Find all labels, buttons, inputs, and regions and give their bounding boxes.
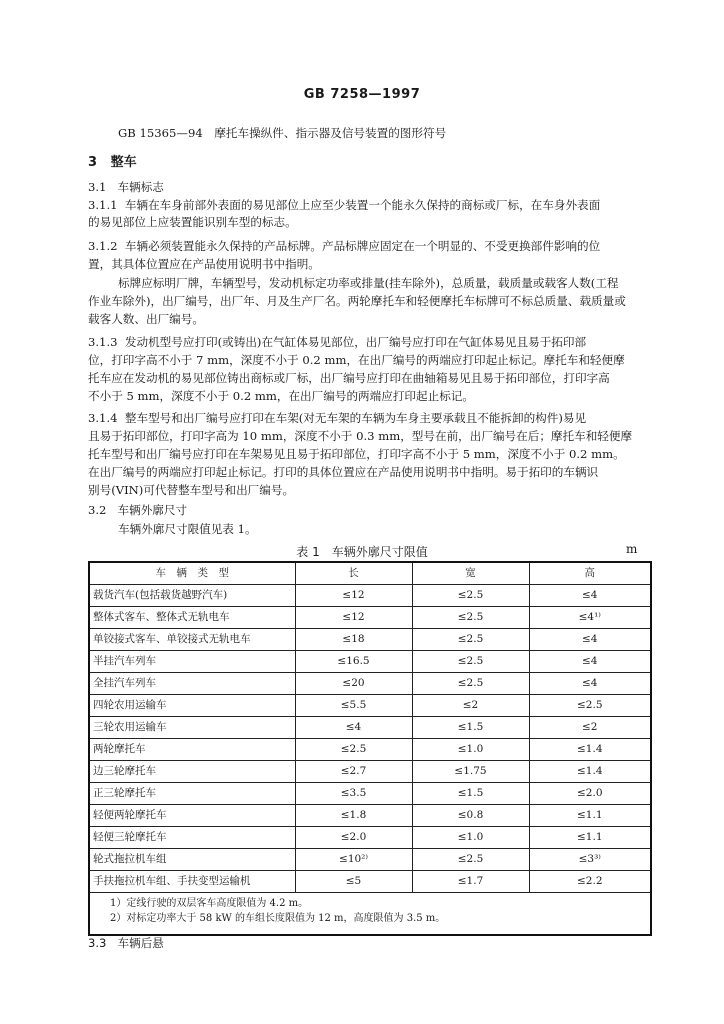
vehicle-type-cell: 全挂汽车列车 [89,673,295,695]
reference-standard: GB 15365—94 摩托车操纵件、指示器及信号装置的图形符号 [118,126,447,140]
limit-value-cell: ≤2.5 [529,695,651,717]
vehicle-type-cell: 轮式拖拉机车组 [89,849,295,871]
limit-value-cell: ≤2.0 [295,827,412,849]
limit-value-cell: ≤4¹⁾ [529,607,651,629]
subsection-3-1-heading [88,179,658,195]
subsection-title: 车辆标志 [117,180,164,194]
vehicle-type-cell: 轻便三轮摩托车 [89,827,295,849]
limit-value-cell: ≤1.5 [412,717,529,739]
vehicle-type-cell: 四轮农用运输车 [89,695,295,717]
limit-value-cell: ≤12 [295,585,412,607]
limit-value-cell: ≤2 [529,717,651,739]
limit-value-cell: ≤1.1 [529,827,651,849]
clause-text: 车辆在车身前部外表面的易见部位上应至少装置一个能永久保持的商标或厂标，在车身外表面 [124,198,601,212]
limit-value-cell: ≤2.5 [412,651,529,673]
vehicle-type-cell: 整体式客车、整体式无轨电车 [89,607,295,629]
limit-value-cell: ≤4 [529,673,651,695]
table-note: 1）定线行驶的双层客车高度限值为 4.2 m。 [110,898,309,909]
paragraph-3-1-3-line: 托车应在发动机的易见部位铸出商标或厂标，出厂编号应打印在曲轴箱易见且易于拓印部位，打印字高 [88,371,610,385]
clause-number: 3.1.2 [88,239,118,253]
subsection-title: 车辆外廓尺寸 [117,503,188,517]
limit-value-cell: ≤10²⁾ [295,849,412,871]
section-number: 3 [88,155,98,170]
table-header-row [89,562,651,585]
clause-text: 发动机型号应打印(或铸出)在气缸体易见部位，出厂编号应打印在气缸体易见且易于拓印部 [124,335,587,349]
paragraph-3-1-4-line: 别号(VIN)可代替整车型号和出厂编号。 [88,483,295,497]
table-row [89,761,651,783]
limit-value-cell: ≤4 [295,717,412,739]
limit-value-cell: ≤1.4 [529,739,651,761]
table-row [89,783,651,805]
limit-value-cell: ≤20 [295,673,412,695]
limit-value-cell: ≤2 [412,695,529,717]
limit-value-cell: ≤4 [529,651,651,673]
table-row [89,673,651,695]
table-row [89,849,651,871]
dimension-limits-table [88,561,652,936]
paragraph-3-1-4-line: 在出厂编号的两端应打印起止标记。打印的具体位置应在产品使用说明书中指明。易于拓印的车辆识 [88,465,599,479]
limit-value-cell: ≤12 [295,607,412,629]
limit-value-cell: ≤2.2 [529,871,651,893]
limit-value-cell: ≤1.8 [295,805,412,827]
paragraph-3-1-1-line [88,197,658,213]
paragraph-3-1-2-line: 载客人数、出厂编号。 [88,312,204,326]
paragraph-3-1-3-line: 不小于 5 mm，深度不小于 0.2 mm，在出厂编号的两端应打印起止标记。 [88,389,474,403]
table-row [89,607,651,629]
table-notes-row [89,893,651,936]
vehicle-type-cell: 手扶拖拉机车组、手扶变型运输机 [89,871,295,893]
clause-number: 3.1.1 [88,198,118,212]
header-cell: 长 [295,562,412,585]
table-row [89,805,651,827]
subsection-3-3-heading [88,935,658,951]
subsection-3-2-heading [88,502,658,518]
limit-value-cell: ≤1.7 [412,871,529,893]
limit-value-cell: ≤2.5 [412,673,529,695]
table-row [89,695,651,717]
header-cell: 车 辆 类 型 [89,562,295,585]
limit-value-cell: ≤2.5 [412,607,529,629]
clause-text: 车辆必须装置能永久保持的产品标牌。产品标牌应固定在一个明显的、不受更换部件影响的位 [124,239,601,253]
table-row [89,827,651,849]
paragraph-3-1-3-line: 位，打印字高不小于 7 mm，深度不小于 0.2 mm，在出厂编号的两端应打印起止标记。摩托车和轻便摩 [88,353,625,367]
limit-value-cell: ≤18 [295,629,412,651]
limit-value-cell: ≤2.5 [295,739,412,761]
limit-value-cell: ≤2.5 [412,849,529,871]
paragraph-3-1-2-line [88,238,658,254]
table-note: 2）对标定功率大于 58 kW 的车组长度限值为 12 m，高度限值为 3.5 m。 [110,913,446,924]
paragraph-3-1-2-line: 标牌应标明厂牌，车辆型号，发动机标定功率或排量(挂车除外)，总质量，载质量或载客人数(工程 [118,276,619,290]
limit-value-cell: ≤16.5 [295,651,412,673]
header-cell: 宽 [412,562,529,585]
subsection-number: 3.3 [88,936,107,950]
table-caption: 表 1 车辆外廓尺寸限值 [296,545,428,559]
clause-number: 3.1.4 [88,411,118,425]
limit-value-cell: ≤2.0 [529,783,651,805]
vehicle-type-cell: 三轮农用运输车 [89,717,295,739]
vehicle-type-cell: 载货汽车(包括载货越野汽车) [89,585,295,607]
paragraph-3-1-3-line [88,334,658,350]
limit-value-cell: ≤1.0 [412,827,529,849]
table-unit: m [626,542,638,556]
subsection-number: 3.2 [88,503,107,517]
page-header: GB 7258—1997 [303,87,421,102]
subsection-number: 3.1 [88,180,107,194]
vehicle-type-cell: 正三轮摩托车 [89,783,295,805]
table-row [89,629,651,651]
table-row [89,717,651,739]
limit-value-cell: ≤0.8 [412,805,529,827]
header-cell: 高 [529,562,651,585]
table-row [89,651,651,673]
section-title: 整车 [110,155,137,170]
limit-value-cell: ≤1.1 [529,805,651,827]
clause-text: 整车型号和出厂编号应打印在车架(对无车架的车辆为车身主要承载且不能拆卸的构件)易见 [124,411,587,425]
paragraph-3-1-4-line [88,410,658,426]
limit-value-cell: ≤1.0 [412,739,529,761]
limit-value-cell: ≤2.5 [412,629,529,651]
limit-value-cell: ≤5.5 [295,695,412,717]
limit-value-cell: ≤3.5 [295,783,412,805]
table-intro: 车辆外廓尺寸限值见表 1。 [118,522,257,536]
vehicle-type-cell: 轻便两轮摩托车 [89,805,295,827]
limit-value-cell: ≤5 [295,871,412,893]
table-notes-cell [89,893,651,936]
paragraph-3-1-2-line: 作业车除外)，出厂编号，出厂年、月及生产厂名。两轮摩托车和轻便摩托车标牌可不标总质量、载质量或 [88,294,626,308]
limit-value-cell: ≤1.75 [412,761,529,783]
limit-value-cell: ≤4 [529,585,651,607]
limit-value-cell: ≤4 [529,629,651,651]
clause-number: 3.1.3 [88,335,118,349]
vehicle-type-cell: 单铰接式客车、单铰接式无轨电车 [89,629,295,651]
subsection-title: 车辆后悬 [117,936,164,950]
table-row [89,871,651,893]
paragraph-3-1-2-line: 置，其具体位置应在产品使用说明书中指明。 [88,257,320,271]
paragraph-3-1-1-line: 的易见部位上应装置能识别车型的标志。 [88,215,297,229]
vehicle-type-cell: 半挂汽车列车 [89,651,295,673]
section-3-heading [88,151,137,170]
table-row [89,585,651,607]
paragraph-3-1-4-line: 托车型号和出厂编号应打印在车架易见且易于拓印部位，打印字高不小于 5 mm，深度不小于 0.2 mm。 [88,447,625,461]
limit-value-cell: ≤1.5 [412,783,529,805]
paragraph-3-1-4-line: 且易于拓印部位，打印字高为 10 mm，深度不小于 0.3 mm，型号在前，出厂编号在后；摩托车和轻便摩 [88,429,633,443]
vehicle-type-cell: 两轮摩托车 [89,739,295,761]
limit-value-cell: ≤2.5 [412,585,529,607]
vehicle-type-cell: 边三轮摩托车 [89,761,295,783]
limit-value-cell: ≤3³⁾ [529,849,651,871]
table-row [89,739,651,761]
limit-value-cell: ≤2.7 [295,761,412,783]
limit-value-cell: ≤1.4 [529,761,651,783]
